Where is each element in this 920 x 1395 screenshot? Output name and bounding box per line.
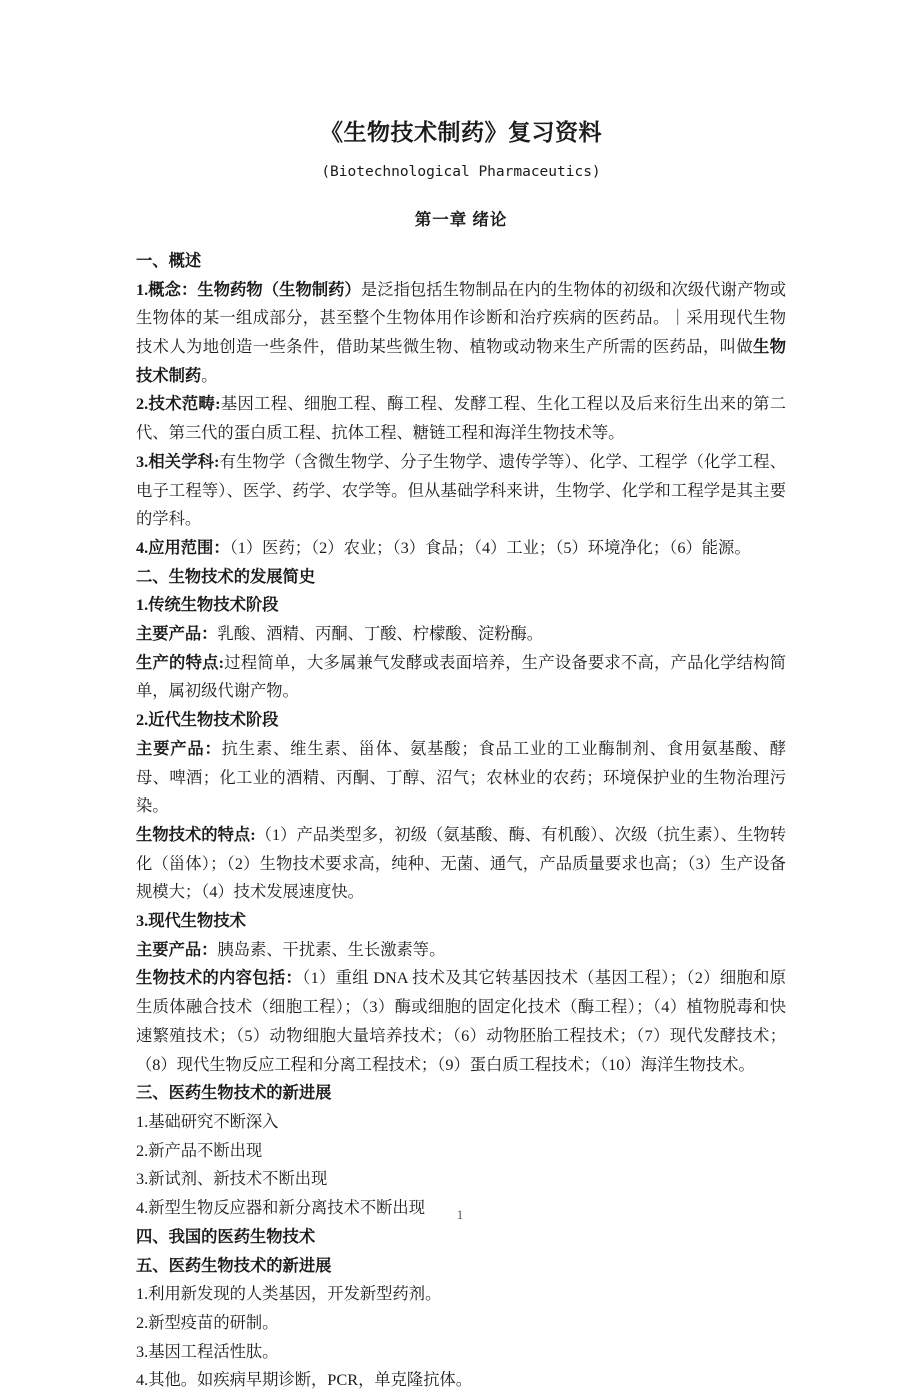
modern-features-label: 生物技术的特点: [136,824,256,844]
applications-text: （1）医药；（2）农业；（3）食品；（4）工业；（5）环境净化；（6）能源。 [229,537,751,557]
section-heading-5: 五、医药生物技术的新进展 [136,1255,332,1275]
paragraph-applications [136,534,786,563]
chapter-heading: 第一章 绪论 [414,209,508,229]
concept-emphasis: 生物技术制药 [136,337,786,385]
list-item: 3.基因工程活性肽。 [136,1341,279,1361]
modern-features-text: （1）产品类型多，初级（氨基酸、酶、有机酸）、次级（抗生素）、生物转化（甾体）；（2）生物技术要求高，纯种、无菌、通气，产品质量要求也高；（3）生产设备规模大；（4）技术发展速度快。 [136,824,786,902]
paragraph-scope [136,390,786,447]
page-number: 1 [456,1207,464,1222]
document-content [136,0,786,1395]
paragraph-traditional-products [136,620,786,649]
scope-label: 2.技术范畴: [136,394,221,414]
paragraph-contemporary-products [136,936,786,965]
document-subtitle: (Biotechnological Pharmaceutics) [321,163,601,180]
modern-products-text: 抗生素、维生素、甾体、氨基酸；食品工业的工业酶制剂、食用氨基酸、酵母、啤酒；化工业的酒精、丙酮、丁醇、沼气；农林业的农药；环境保护业的生物治理污染。 [136,738,786,816]
concept-period: 。 [201,365,218,385]
traditional-products-label: 主要产品： [136,624,218,644]
section-heading-1: 一、概述 [136,250,202,270]
list-item: 1.利用新发现的人类基因，开发新型药剂。 [136,1284,442,1304]
section-heading-3: 三、医药生物技术的新进展 [136,1083,332,1103]
modern-products-label: 主要产品： [136,738,222,758]
traditional-features-text: 过程简单，大多属兼气发酵或表面培养，生产设备要求不高，产品化学结构简单，属初级代谢产物。 [136,652,786,701]
traditional-products-text: 乳酸、酒精、丙酮、丁酸、柠檬酸、淀粉酶。 [217,624,544,644]
contemporary-content-label: 生物技术的内容包括： [136,968,303,988]
paragraph-contemporary-content [136,964,786,1079]
disciplines-label: 3.相关学科: [136,451,220,471]
list-item: 4.其他。如疾病早期诊断，PCR，单克隆抗体。 [136,1370,473,1390]
list-item: 4.新型生物反应器和新分离技术不断出现 [136,1198,425,1218]
contemporary-content-text: （1）重组 DNA 技术及其它转基因技术（基因工程）；（2）细胞和原生质体融合技术（细胞工程）；（3）酶或细胞的固定化技术（酶工程）；（4）植物脱毒和快速繁殖技术；（5）动物细胞大量培养技术；（6）动物胚胎工程技术；（7）现代发酵技术；（8）现代生物反应工程和分离工程技术；（9）蛋白质工程技术；（10）海洋生物技术。 [136,968,786,1074]
paragraph-disciplines [136,448,786,534]
scope-text: 基因工程、细胞工程、酶工程、发酵工程、生化工程以及后来衍生出来的第二代、第三代的蛋白质工程、抗体工程、糖链工程和海洋生物技术等。 [136,394,786,443]
disciplines-text: 有生物学（含微生物学、分子生物学、遗传学等）、化学、工程学（化学工程、电子工程等）、医学、药学、农学等。但从基础学科来讲，生物学、化学和工程学是其主要的学科。 [136,451,786,529]
list-item: 1.基础研究不断深入 [136,1111,279,1131]
list-item: 2.新型疫苗的研制。 [136,1312,279,1332]
concept-label: 1.概念：生物药物（生物制药） [136,279,361,299]
paragraph-traditional-features [136,649,786,706]
subsection-heading-2-1: 1.传统生物技术阶段 [136,595,279,615]
section-heading-2: 二、生物技术的发展简史 [136,566,316,586]
contemporary-products-text: 胰岛素、干扰素、生长激素等。 [217,939,446,959]
section-heading-4: 四、我国的医药生物技术 [136,1226,316,1246]
page-title: 《生物技术制药》复习资料 [320,120,602,145]
paragraph-modern-features [136,821,786,907]
paragraph-concept [136,276,786,391]
contemporary-products-label: 主要产品： [136,939,218,959]
subsection-heading-2-3: 3.现代生物技术 [136,911,246,931]
traditional-features-label: 生产的特点: [136,652,225,672]
concept-text: 是泛指包括生物制品在内的生物体的初级和次级代谢产物或生物体的某一组成部分，甚至整个生物体用作诊断和治疗疾病的医药品。｜采用现代生物技术人为地创造一些条件，借助某些微生物、植物或动物来生产所需的医药品，叫做 [136,279,786,356]
list-item: 3.新试剂、新技术不断出现 [136,1169,328,1189]
subsection-heading-2-2: 2.近代生物技术阶段 [136,710,279,730]
list-item: 2.新产品不断出现 [136,1140,263,1160]
paragraph-modern-products [136,735,786,821]
applications-label: 4.应用范围： [136,537,230,557]
